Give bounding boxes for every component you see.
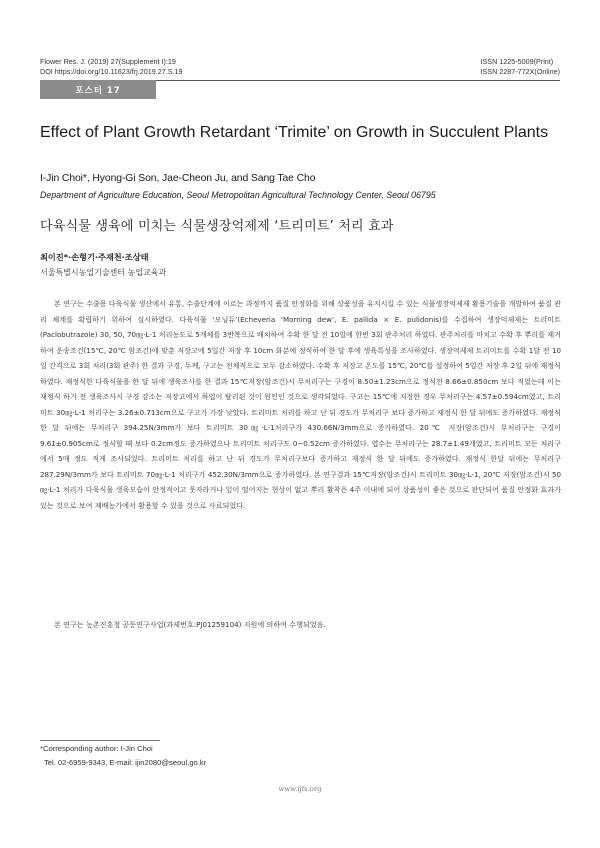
paper-title-en: Effect of Plant Growth Retardant ‘Trimite’ on Growth in Succulent Plants bbox=[40, 124, 549, 141]
paper-title-ko: 다육식물 생육에 미치는 식물생장억제제 ‘트리미트’ 처리 효과 bbox=[40, 219, 394, 234]
journal-header-left bbox=[40, 57, 183, 77]
footnote-rule bbox=[40, 740, 160, 741]
authors-ko: 최이진*·손형기·주재천·조상태 bbox=[40, 252, 149, 262]
issn-print: ISSN 1225-5009(Print) bbox=[480, 57, 554, 66]
contact-info: Tel. 02-6959-9343, E-mail: ijin2080@seoul.go.kr bbox=[44, 758, 207, 767]
section-tab: 포스터 17 bbox=[40, 80, 156, 99]
abstract-body: 본 연구는 수출용 다육식물 생산에서 유통, 수출단계에 이르는 과정까지 품질 안정화를 위해 상품성을 유지시킬 수 있는 식물생장억제제 활용기술을 개발하여 품질 관리 체계를 확립하기 위하여 실시하였다. 다육식물 ‘모닝듀’(Echeveria ‘Morning dew’, E. pallida × E. pulidonis)를 수집하여 생장억제제는 트리미트(Paclobutrazole) 30, 50, 70㎎·L-1 처리농도로 5개체를 3반복으로 배치하여 수확 한 달 전 10일에 한번 3회 관주처리 하였다. 관주처리를 마치고 수확 후 뿌리를 제거하여 운송조건(15℃, 20℃ 암조건)에 맞춘 저장고에 5일간 저장 후 10cm 화분에 정식하여 한 달 후에 생육특성을 조사하였다. 생장억제제 트리미트를 수확 1달 전 10일 간격으로 3회 처리(3회 관주) 한 결과 구경, 두께, 구고는 전체적으로 모두 감소하였다. 수확 후 저장고 온도를 15℃, 20℃를 설정하여 5일간 저장 후 2일 뒤에 재정식하였다. 재정식한 다육식물을 한 달 뒤에 생육조사를 한 결과 15℃저장(암조건)시 무처리구는 구경이 8.50±1.23cm으로 정식전 8.66±0.850cm 보다 적었는데 이는 재정식 하기 전 생육조사시 구경 감소는 저장고에서 하엽이 탈리된 것이 원인인 것으로 생각되었다. 구고는 15℃에 저장한 경우 무처리구는 4.57±0.594cm였고, 트리미트 30㎎·L-1 처리구는 3.26±0.713cm으로 구고가 가장 낮았다. 트리미트 처리를 하고 난 뒤 경도가 무처리구 보다 증가하고 재정식 한 달 뒤에도 증가하였다. 재정식 한 달 뒤에는 무처리구 394.25N/3mm가 보다 트리미트 30㎎·L-1처리구가 430.66N/3mm으로 증가하였다. 20℃ 저장(암조건)시 무처리구는 구경이 9.61±0.905cm로 정식할 때 보다 0.2cm정도 증가하였으나 트리미트 처리구도 0~0.52cm 증가하였다. 엽수는 무처리구는 28.7±1.49개였고, 트리미트 모든 처리구에서 5매 정도 적게 조사되었다. 트리미트 처리를 하고 난 뒤 경도가 무처리구보다 증가하고 재정식 한 달 뒤에도 증가하였다. 재정식 한달 뒤에는 무처리구 287.29N/3mm가 보다 트리미트 70㎎·L-1 처리구가 452.30N/3mm으로 증가하였다. 본 연구결과 15℃저장(암조건)시 트리미트 30㎎·L-1, 20℃ 저장(암조건)시 50㎎·L-1 처리가 다육식물 생육모습이 안정적이고 웃자라거나 잎이 떨어지는 현상이 없고 뿌리 활착은 4주 이내에 되어 상품성이 좋은 것으로 판단되어 품질 안정화 효과가 있는 것으로 보여 재배농가에서 활용할 수 있을 것으로 사료되었다. bbox=[40, 299, 561, 510]
doi-line[interactable]: DOI https://doi.org/10.11623/frj.2019.27.S.19 bbox=[40, 67, 183, 76]
acknowledgment: 본 연구는 농촌진흥청 공동연구사업(과제번호:PJ01259104) 지원에 의하여 수행되었음. bbox=[54, 620, 326, 629]
authors-en: I-Jin Choi*, Hyong-Gi Son, Jae-Cheon Ju, and Sang Tae Cho bbox=[40, 173, 316, 184]
affiliation-ko: 서울특별시농업기술센터 농업교육과 bbox=[40, 268, 167, 277]
corresponding-author: *Corresponding author: I-Jin Choi bbox=[40, 744, 153, 753]
journal-citation: Flower Res. J. (2019) 27(Supplement I):19 bbox=[40, 57, 176, 66]
journal-website[interactable]: www.ijfs.org bbox=[278, 785, 322, 793]
journal-header-right bbox=[480, 57, 560, 77]
issn-online: ISSN 2287-772X(Online) bbox=[480, 67, 560, 76]
affiliation-en: Department of Agriculture Education, Seoul Metropolitan Agricultural Technology Center, Seoul 06795 bbox=[40, 190, 436, 200]
